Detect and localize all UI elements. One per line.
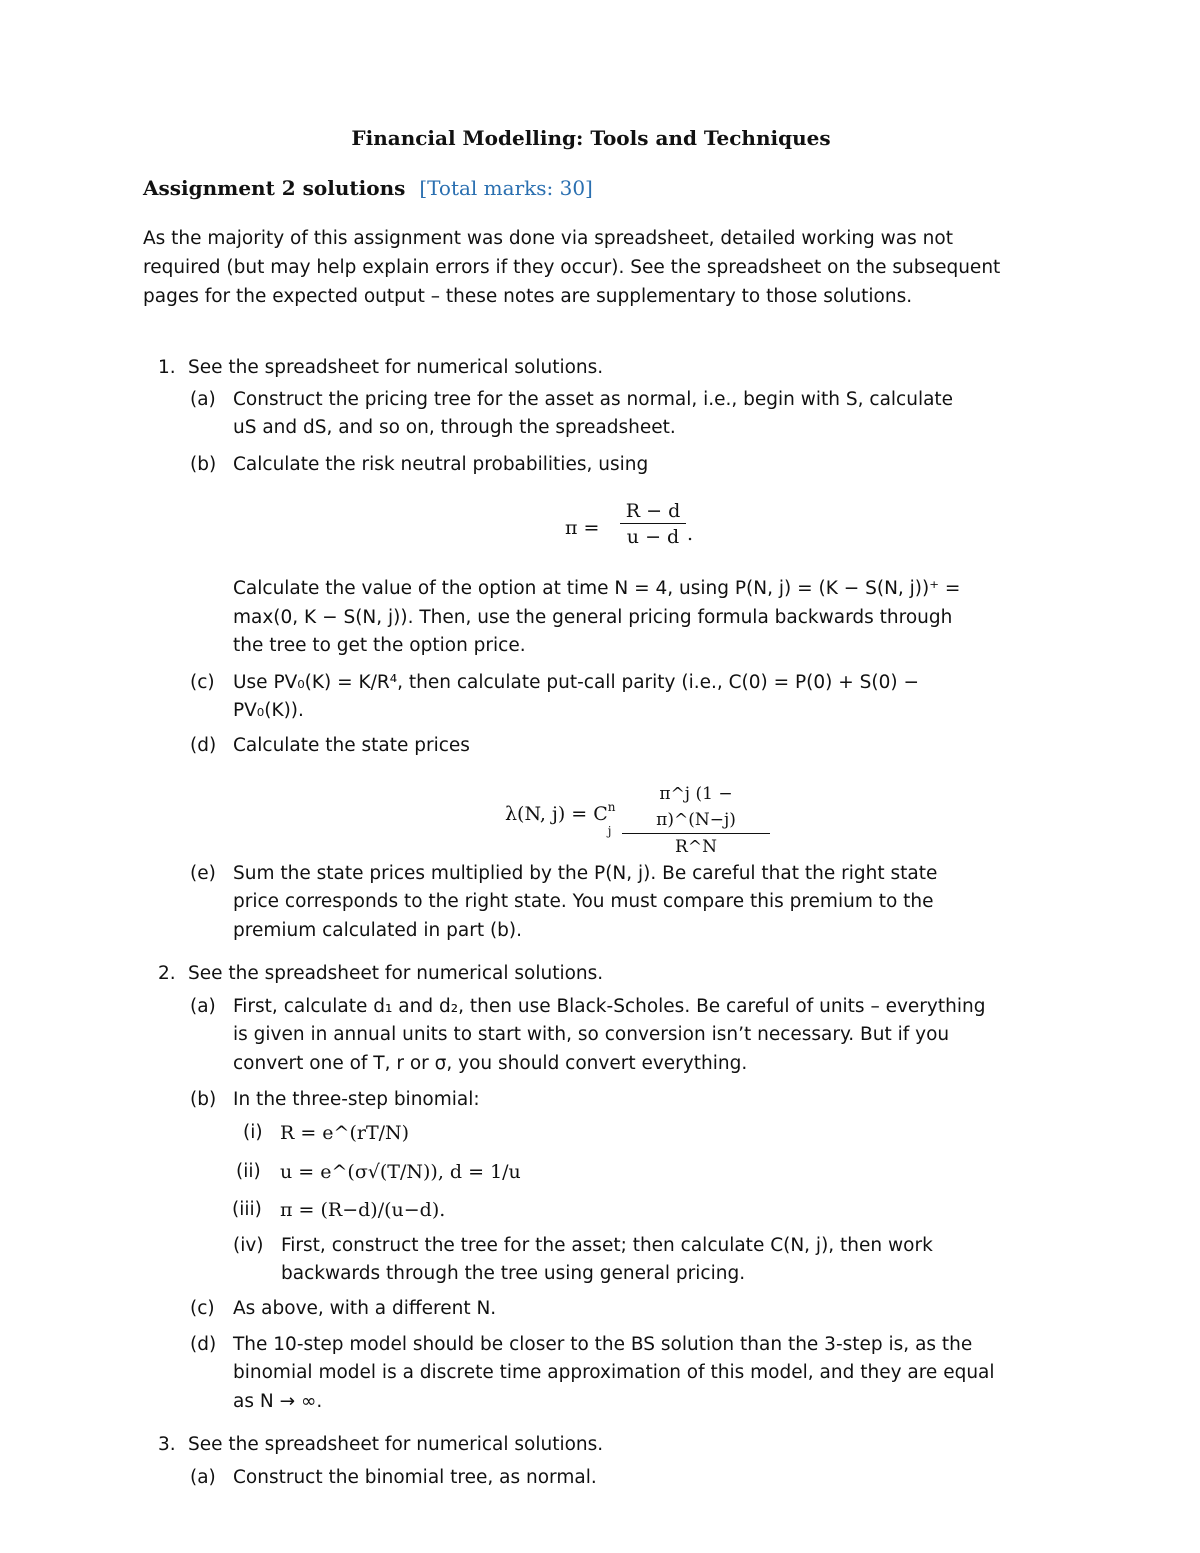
q2c-label: (c): [190, 1298, 215, 1319]
q2a-line-1: First, calculate d₁ and d₂, then use Black-Scholes. Be careful of units – everything: [233, 996, 986, 1017]
q1c-line-2: PV₀(K)).: [233, 700, 304, 721]
intro-line-2: required (but may help explain errors if they occur). See the spreadsheet on the subsequent: [143, 257, 1001, 278]
q1a-line-2: uS and dS, and so on, through the spreadsheet.: [233, 417, 676, 438]
intro-line-3: pages for the expected output – these notes are supplementary to those solutions.: [143, 286, 913, 307]
q2a-label: (a): [190, 996, 216, 1017]
q3a-line-1: Construct the binomial tree, as normal.: [233, 1467, 597, 1488]
lambda-binom-sub: j: [607, 824, 612, 838]
lambda-fraction-numerator: π^j (1 − π)^(N−j): [656, 784, 736, 830]
q1b-line-2: Calculate the value of the option at time N = 4, using P(N, j) = (K − S(N, j))⁺ =: [233, 578, 961, 599]
document-title: Financial Modelling: Tools and Techniques: [351, 126, 831, 150]
q1e-line-3: premium calculated in part (b).: [233, 920, 523, 941]
lambda-equation-lhs: [505, 800, 616, 838]
q2c-line-1: As above, with a different N.: [233, 1298, 497, 1319]
q2b-iv-line-1: First, construct the tree for the asset; then calculate C(N, j), then work: [281, 1235, 933, 1256]
q2b-iii-label: (iii): [232, 1199, 262, 1220]
q1e-label: (e): [190, 863, 216, 884]
q3-number: 3.: [158, 1434, 176, 1455]
q1e-line-1: Sum the state prices multiplied by the P(N, j). Be careful that the right state: [233, 863, 938, 884]
q2d-line-3: as N → ∞.: [233, 1391, 323, 1412]
intro-line-1: As the majority of this assignment was done via spreadsheet, detailed working was not: [143, 228, 953, 249]
q1d-label: (d): [190, 735, 217, 756]
q2b-ii-text: u = e^(σ√(T/N)), d = 1/u: [280, 1161, 521, 1183]
q1a-line-1: Construct the pricing tree for the asset as normal, i.e., begin with S, calculate: [233, 389, 954, 410]
heading-text: Assignment 2 solutions: [143, 176, 406, 200]
q3a-label: (a): [190, 1467, 216, 1488]
q1b-line-4: the tree to get the option price.: [233, 635, 526, 656]
q2b-ii-label: (ii): [236, 1161, 261, 1182]
q1-number: 1.: [158, 357, 176, 378]
q2a-line-2: is given in annual units to start with, so conversion isn’t necessary. But if you: [233, 1024, 950, 1045]
q2d-line-2: binomial model is a discrete time approximation of this model, and they are equal: [233, 1362, 995, 1383]
q2d-line-1: The 10-step model should be closer to the BS solution than the 3-step is, as the: [233, 1334, 973, 1355]
pi-fraction: [620, 499, 686, 550]
q2-number: 2.: [158, 963, 176, 984]
q1d-line-1: Calculate the state prices: [233, 735, 470, 756]
q1b-line-1: Calculate the risk neutral probabilities, using: [233, 454, 649, 475]
q2a-line-3: convert one of T, r or σ, you should convert everything.: [233, 1053, 748, 1074]
q1e-line-2: price corresponds to the right state. You must compare this premium to the: [233, 891, 934, 912]
assignment-heading: [143, 174, 593, 202]
q2b-label: (b): [190, 1089, 217, 1110]
q2b-iv-line-2: backwards through the tree using general pricing.: [281, 1263, 746, 1284]
q1b-line-3: max(0, K − S(N, j)). Then, use the general pricing formula backwards through: [233, 607, 953, 628]
q2b-iv-label: (iv): [233, 1235, 264, 1256]
q2-text: See the spreadsheet for numerical solutions.: [188, 963, 604, 984]
pi-equation-lhs: π =: [565, 517, 600, 539]
q3-text: See the spreadsheet for numerical solutions.: [188, 1434, 604, 1455]
pi-fraction-numerator: R − d: [625, 500, 681, 522]
q1c-line-1: Use PV₀(K) = K/R⁴, then calculate put-call parity (i.e., C(0) = P(0) + S(0) −: [233, 672, 919, 693]
q1-text: See the spreadsheet for numerical solutions.: [188, 357, 604, 378]
lambda-binom-sup: n: [607, 800, 616, 814]
total-marks: [Total marks: 30]: [419, 176, 593, 200]
pi-equation-period: .: [687, 523, 694, 545]
q2b-i-text: R = e^(rT/N): [280, 1122, 410, 1144]
lambda-lhs-text: λ(N, j) = C: [505, 803, 608, 825]
q1b-label: (b): [190, 454, 217, 475]
q1c-label: (c): [190, 672, 215, 693]
q2d-label: (d): [190, 1334, 217, 1355]
q2b-iii-text: π = (R−d)/(u−d).: [280, 1199, 446, 1221]
lambda-fraction: [622, 781, 770, 860]
lambda-fraction-denominator: R^N: [622, 833, 770, 860]
q2b-line-1: In the three-step binomial:: [233, 1089, 480, 1110]
pi-fraction-denominator: u − d: [620, 523, 686, 550]
q1a-label: (a): [190, 389, 216, 410]
q2b-i-label: (i): [243, 1122, 263, 1143]
